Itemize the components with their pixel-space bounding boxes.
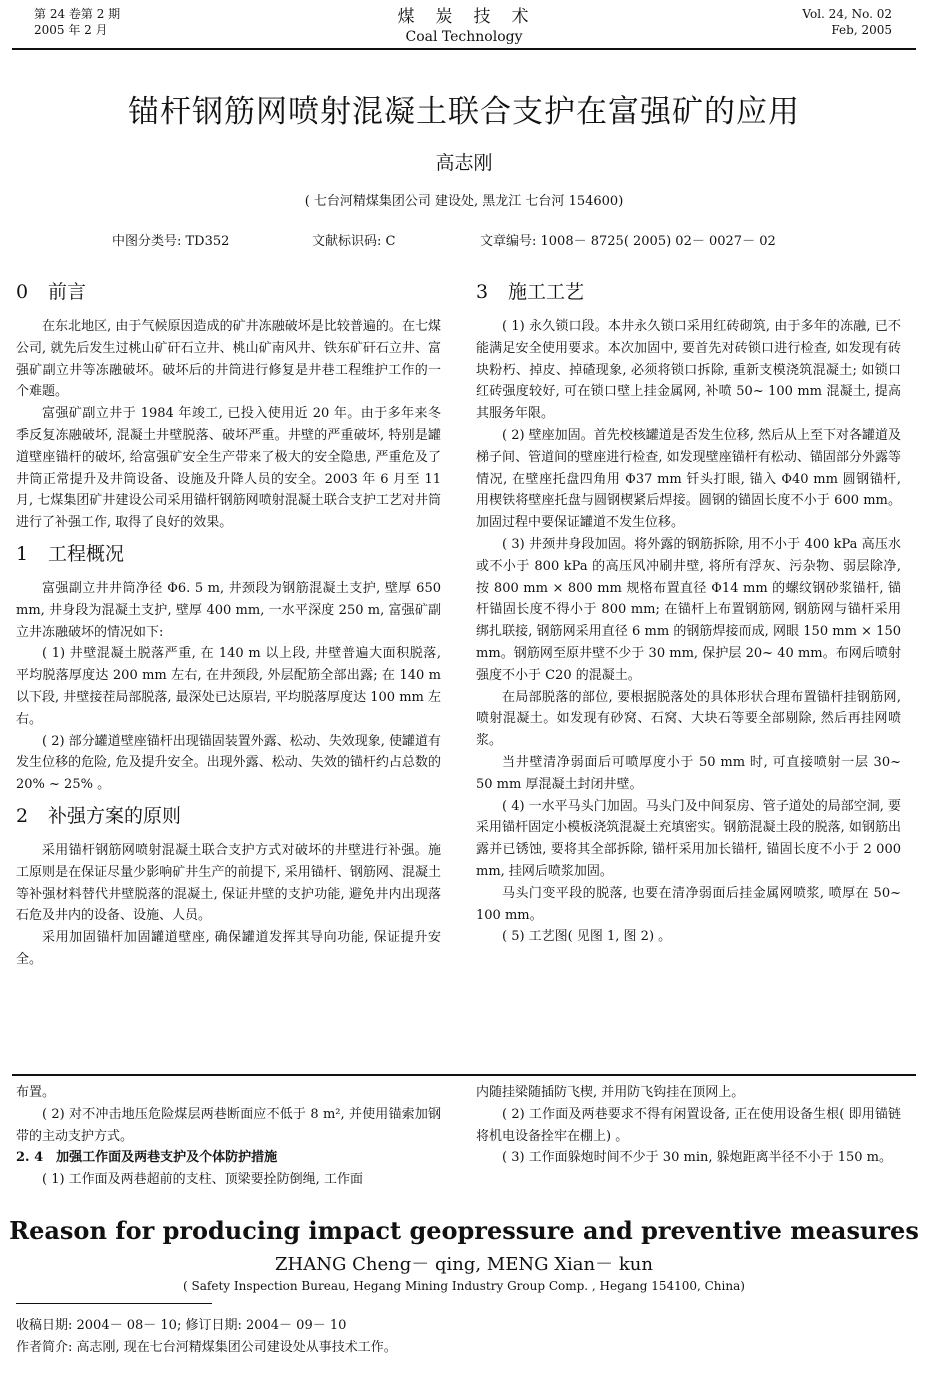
paragraph: 布置。: [16, 1085, 56, 1100]
subsection-heading: 2. 4 加强工作面及两巷支护及个体防护措施: [16, 1150, 278, 1166]
article-title: 锚杆钢筋网喷射混凝土联合支护在富强矿的应用: [128, 94, 800, 130]
paragraph: ( 3) 工作面躲炮时间不少于 30 min, 躲炮距离半径不小于 150 m。: [502, 1150, 893, 1166]
paragraph: 内随挂梁随插防飞楔, 并用防飞钩挂在顶网上。: [476, 1085, 745, 1100]
paragraph: ( 4) 一水平马头门加固。马头门及中间泵房、管子道处的局部空洞, 要采用锚杆固定小模板浇筑混凝土充填密实。钢筋混凝土段的脱落, 如钢筋出露并已锈蚀, 要将其全部拆除, 锚杆采用加长锚杆, 锚固长度不小于 2 000 mm, 挂网后喷浆加固。: [476, 798, 901, 879]
received-date: 收稿日期: 2004－ 08－ 10; 修订日期: 2004－ 09－ 10: [16, 1318, 347, 1333]
paragraph: 马头门变平段的脱落, 也要在清净弱面后挂金属网喷浆, 喷厚在 50~ 100 mm。: [476, 885, 901, 923]
paragraph: 采用锚杆钢筋网喷射混凝土联合支护方式对破坏的井壁进行补强。施工原则是在保证尽量少影响矿井生产的前提下, 采用锚杆、钢筋网、混凝土等补强材料替代井壁脱落的混凝土, 保证井壁的支护功能, 避免井内出现落石危及井内的设备、设施、人员。: [16, 842, 441, 924]
english-affiliation: ( Safety Inspection Bureau, Hegang Mining Industry Group Comp. , Hegang 154100, China): [183, 1279, 745, 1293]
section-heading-2: 2 补强方案的原则: [16, 804, 182, 827]
paragraph: ( 2) 部分罐道壁座锚杆出现锚固装置外露、松动、失效现象, 使罐道有发生位移的危险, 危及提升安全。出现外露、松动、失效的锚杆约占总数的 20% ~ 25% 。: [16, 733, 441, 793]
section-heading-0: 0 前言: [16, 281, 87, 303]
journal-name-en: Coal Technology: [405, 29, 523, 45]
author-affiliation: ( 七台河精煤集团公司 建设处, 黑龙江 七台河 154600): [304, 194, 624, 209]
journal-name-cn: 煤 炭 技 术: [397, 7, 531, 27]
paragraph: ( 3) 井颈井身段加固。将外露的钢筋拆除, 用不小于 400 kPa 高压水或不小于 800 kPa 的高压风冲刷井壁, 将所有浮灰、污杂物、弱层除净, 按 800 mm × 800 mm 规格布置直径 Φ14 mm 的螺纹钢砂浆锚杆, 锚杆锚固长度不得小于 800 mm; 在锚杆上布置钢筋网, 钢筋网与锚杆采用绑扎联接, 钢筋网采用直径 6 mm 的钢筋焊接而成, 网眼 150 mm × 150 mm。钢筋网至原井壁不少于 30 mm, 保护层 20~ 40 mm。布网后喷射强度不小于 C20 的混凝土。: [476, 536, 901, 683]
volume-issue: 第 24 卷第 2 期: [34, 7, 121, 21]
footnote-rule: [16, 1303, 212, 1304]
paragraph: ( 1) 工作面及两巷超前的支柱、顶梁要拴防倒绳, 工作面: [42, 1172, 363, 1188]
classification-number: 中图分类号: TD352: [112, 234, 230, 249]
paragraph: 在东北地区, 由于气候原因造成的矿井冻融破坏是比较普遍的。在七煤公司, 就先后发生过桃山矿矸石立井、桃山矿南风井、铁东矿矸石立井、富强矿副立井等冻融破坏。破坏后的井筒进行修复是井巷工程维护工作的一个难题。: [16, 319, 441, 400]
journal-name: [0, 2, 928, 45]
volume-no-en: Vol. 24, No. 02: [802, 7, 892, 21]
english-authors: ZHANG Cheng－ qing, MENG Xian－ kun: [275, 1254, 653, 1275]
paragraph: ( 1) 井壁混凝土脱落严重, 在 140 m 以上段, 井壁普遍大面积脱落, 平均脱落厚度达 200 mm 左右, 在井颈段, 外层配筋全部出露; 在 140 m 以下段, 井壁接茬局部脱落, 最深处已达原岩, 平均脱落厚度达 100 mm 左右。: [16, 646, 441, 727]
issue-date: 2005 年 2 月: [34, 23, 108, 37]
english-title: Reason for producing impact geopressure and preventive measures: [9, 1216, 919, 1245]
paragraph: ( 2) 壁座加固。首先校核罐道是否发生位移, 然后从上至下对各罐道及梯子间、管道间的壁座进行检查, 如发现壁座锚杆有松动、锚固部分外露等情况, 在壁座托盘四角用 Φ37 mm 钎头打眼, 锚入 Φ40 mm 圆钢锚杆, 用楔铁将壁座托盘与圆钢楔紧后焊接。圆钢的锚固长度不小于 600 mm。加固过程中要保证罐道不发生位移。: [476, 427, 901, 531]
section-heading-1: 1 工程概况: [16, 542, 125, 565]
lower-left-column: [16, 1082, 441, 1191]
paragraph: ( 1) 永久锁口段。本井永久锁口采用红砖砌筑, 由于多年的冻融, 已不能满足安全使用要求。本次加固中, 要首先对砖锁口进行检查, 如发现有砖块粉朽、掉皮、掉碴现象, 必须将锁口拆除, 重新支模浇筑混凝土; 如锁口红砖强度较好, 可在锁口壁上挂金属网, 补喷 50~ 100 mm 混凝土, 提高其服务年限。: [476, 319, 901, 422]
article-author: 高志刚: [435, 152, 493, 174]
right-column: [476, 272, 901, 948]
article-number: 文章编号: 1008－ 8725( 2005) 02－ 0027－ 02: [480, 234, 776, 249]
paragraph: ( 5) 工艺图( 见图 1, 图 2) 。: [502, 929, 672, 945]
volume-info-en: [802, 6, 892, 38]
header-rule: [12, 48, 916, 50]
paragraph: ( 2) 对不冲击地压危险煤层两巷断面应不低于 8 m², 并使用锚索加钢带的主动支护方式。: [16, 1106, 441, 1144]
paragraph: 富强副立井井筒净径 Φ6. 5 m, 井颈段为钢筋混凝土支护, 壁厚 650 mm, 井身段为混凝土支护, 壁厚 400 mm, 一水平深度 250 m, 富强矿副立井冻融破坏的情况如下:: [16, 580, 441, 640]
paragraph: 采用加固锚杆加固罐道壁座, 确保罐道发挥其导向功能, 保证提升安全。: [16, 930, 441, 967]
paragraph: ( 2) 工作面及两巷要求不得有闲置设备, 正在使用设备生根( 即用锚链将机电设备拴牢在棚上) 。: [476, 1106, 901, 1144]
paragraph: 在局部脱落的部位, 要根据脱落处的具体形状合理布置锚杆挂钢筋网, 喷射混凝土。如发现有砂窝、石窝、大块石等要全部剔除, 然后再挂网喷浆。: [476, 689, 901, 749]
left-column: [16, 272, 441, 971]
section-heading-3: 3 施工工艺: [476, 281, 585, 303]
document-code: 文献标识码: C: [312, 234, 396, 249]
paragraph: 富强矿副立井于 1984 年竣工, 已投入使用近 20 年。由于多年来冬季反复冻融破坏, 混凝土井壁脱落、破坏严重。井壁的严重破坏, 特别是罐道壁座锚杆的破坏, 给富强矿安全生产带来了极大的安全隐患, 严重危及了井筒正常提升及井筒设备、设施及升降人员的安全。2003 年 6 月至 11 月, 七煤集团矿井建设公司采用锚杆钢筋网喷射混凝土联合支护工艺对井筒进行了补强工作, 取得了良好的效果。: [16, 406, 441, 531]
paragraph: 当井壁清净弱面后可喷厚度小于 50 mm 时, 可直接喷射一层 30~ 50 mm 厚混凝土封闭井壁。: [476, 754, 901, 792]
lower-right-column: [476, 1082, 901, 1169]
author-bio: 作者简介: 高志刚, 现在七台河精煤集团公司建设处从事技术工作。: [16, 1340, 397, 1355]
date-en: Feb, 2005: [831, 23, 892, 37]
article-separator: [12, 1074, 916, 1076]
